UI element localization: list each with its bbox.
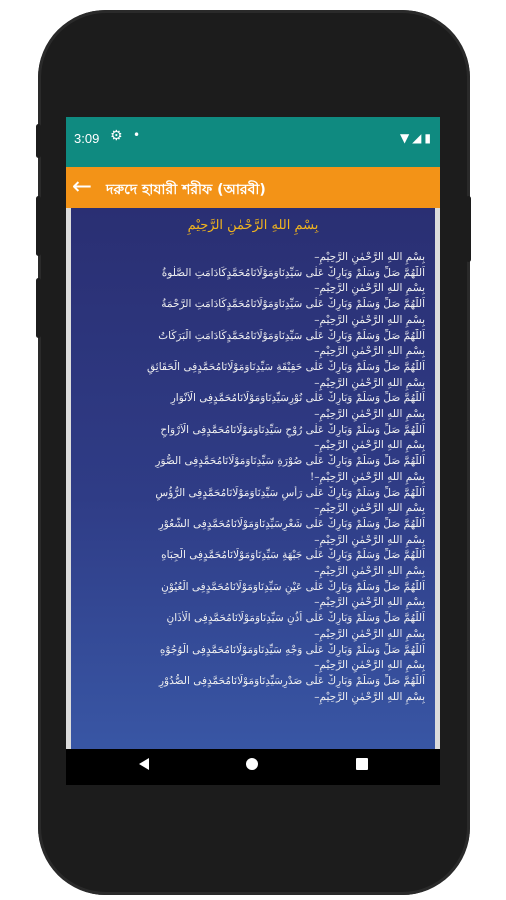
bismillah-line: بِسْمِ اللهِ الرَّحْمٰنِ الرَّحِيْمِ–: [314, 408, 425, 421]
nav-recents-icon[interactable]: [356, 758, 368, 770]
app-bar: [66, 167, 440, 208]
durood-line: اَللّٰهُمَّ صَلِّ وَسَلِّمْ وَبَارِكْ عَلٰى جَبْهَةِ سَيِّدِنَاوَمَوْلَانَامُحَمَّدٍفِى الْجِبَاهِ: [161, 549, 425, 562]
durood-line: اَللّٰهُمَّ صَلِّ وَسَلِّمْ وَبَارِكْ عَلٰى سَيِّدِنَاوَمَوْلَانَامُحَمَّدٍكَادَامَتِ الْبَرَكَاتُ: [158, 329, 425, 342]
nav-home-icon[interactable]: [246, 758, 258, 770]
page-title: দরুদে হাযারী শরীফ (আরবী): [106, 182, 266, 198]
durood-line: اَللّٰهُمَّ صَلِّ وَسَلِّمْ وَبَارِكْ عَلٰى عَيْنِ سَيِّدِنَاوَمَوْلَانَامُحَمَّدٍفِى الْعُيُوْنِ: [161, 580, 425, 593]
durood-line: اَللّٰهُمَّ صَلِّ وَسَلِّمْ وَبَارِكْ عَلٰى صُوْرَةِ سَيِّدِنَاوَمَوْلَانَامُحَمَّدٍفِى الصُّوَرِ: [155, 455, 425, 468]
bismillah-line: بِسْمِ اللهِ الرَّحْمٰنِ الرَّحِيْمِ–: [314, 376, 425, 389]
phone-side-button: [36, 124, 41, 158]
back-arrow-icon[interactable]: ←: [72, 172, 93, 200]
bismillah-line: بِسْمِ اللهِ الرَّحْمٰنِ الرَّحِيْمِ–: [314, 439, 425, 452]
bismillah-line: بِسْمِ اللهِ الرَّحْمٰنِ الرَّحِيْمِ–: [314, 282, 425, 295]
status-time: 3:09: [74, 131, 100, 146]
durood-line: اَللّٰهُمَّ صَلِّ وَسَلِّمْ وَبَارِكْ عَلٰى اُذُنِ سَيِّدِنَاوَمَوْلَانَامُحَمَّدٍفِى الْاٰذَانِ: [166, 612, 425, 625]
system-nav-bar: [66, 749, 440, 785]
bismillah-line: بِسْمِ اللهِ الرَّحْمٰنِ الرَّحِيْمِ–: [314, 345, 425, 358]
durood-line: اَللّٰهُمَّ صَلِّ وَسَلِّمْ وَبَارِكْ عَلٰى رَأْسِ سَيِّدِنَاوَمَوْلَانَامُحَمَّدٍفِى الرُّؤُسِ: [155, 486, 425, 499]
verse-list: [81, 250, 425, 705]
bismillah-line: بِسْمِ اللهِ الرَّحْمٰنِ الرَّحِيْمِ–: [314, 659, 425, 672]
phone-side-button: [36, 278, 41, 338]
status-icons: ▼◢▮: [399, 131, 434, 145]
durood-line: اَللّٰهُمَّ صَلِّ وَسَلِّمْ وَبَارِكْ عَلٰى وَجْهِ سَيِّدِنَاوَمَوْلَانَامُحَمَّدٍفِى الْوُجُوْهِ: [159, 643, 425, 656]
bismillah-heading: بِسْمِ اللهِ الرَّحْمٰنِ الرَّحِيْمِ: [187, 218, 319, 233]
content-scroll-area[interactable]: [66, 208, 440, 785]
bismillah-line: بِسْمِ اللهِ الرَّحْمٰنِ الرَّحِيْمِ–: [314, 313, 425, 326]
durood-line: اَللّٰهُمَّ صَلِّ وَسَلِّمْ وَبَارِكْ عَلٰى حَقِيْقَةِ سَيِّدِنَاوَمَوْلَانَامُحَمَّدٍفِى الْحَقَائِقِ: [147, 360, 425, 373]
durood-line: اَللّٰهُمَّ صَلِّ وَسَلِّمْ وَبَارِكْ عَلٰى صَدْرِسَيِّدِنَاوَمَوْلَانَامُحَمَّدٍفِى الصُّدُوْرِ: [158, 674, 425, 687]
durood-line: اَللّٰهُمَّ صَلِّ وَسَلِّمْ وَبَارِكْ عَلٰى سَيِّدِنَاوَمَوْلَانَامُحَمَّدٍكَادَامَتِ الرَّحْمَةُ: [161, 298, 425, 311]
gear-icon: ⚙: [110, 128, 123, 144]
durood-line: اَللّٰهُمَّ صَلِّ وَسَلِّمْ وَبَارِكْ عَلٰى سَيِّدِنَاوَمَوْلَانَامُحَمَّدٍكَادَامَتِ الصَّلٰوةُ: [161, 266, 425, 279]
durood-line: اَللّٰهُمَّ صَلِّ وَسَلِّمْ وَبَارِكْ عَلٰى نُوْرِسَيِّدِنَاوَمَوْلَانَامُحَمَّدٍفِى الْاَنْوَارِ: [170, 392, 425, 405]
screen: [66, 117, 440, 785]
bismillah-line: بِسْمِ اللهِ الرَّحْمٰنِ الرَّحِيْمِ–: [314, 502, 425, 515]
nav-back-icon[interactable]: [139, 758, 149, 770]
bismillah-line: بِسْمِ اللهِ الرَّحْمٰنِ الرَّحِيْمِ–: [314, 251, 425, 263]
notification-dot-icon: •: [133, 128, 141, 142]
bismillah-line: بِسْمِ اللهِ الرَّحْمٰنِ الرَّحِيْمِ–: [314, 690, 425, 703]
bismillah-line: بِسْمِ اللهِ الرَّحْمٰنِ الرَّحِيْمِ–: [314, 533, 425, 546]
bismillah-line: بِسْمِ اللهِ الرَّحْمٰنِ الرَّحِيْمِ–: [314, 627, 425, 640]
phone-side-button: [36, 196, 41, 256]
bismillah-line: بِسْمِ اللهِ الرَّحْمٰنِ الرَّحِيْمِ–: [314, 596, 425, 609]
durood-line: اَللّٰهُمَّ صَلِّ وَسَلِّمْ وَبَارِكْ عَلٰى رُوْحِ سَيِّدِنَاوَمَوْلَانَامُحَمَّدٍفِى الْاَرْوَاحِ: [160, 423, 425, 436]
bismillah-line: بِسْمِ اللهِ الرَّحْمٰنِ الرَّحِيْمِ–: [314, 565, 425, 578]
bismillah-line: بِسْمِ اللهِ الرَّحْمٰنِ الرَّحِيْمِ–!: [309, 470, 425, 483]
status-bar: [66, 117, 440, 167]
durood-line: اَللّٰهُمَّ صَلِّ وَسَلِّمْ وَبَارِكْ عَلٰى شَعْرِسَيِّدِنَاوَمَوْلَانَامُحَمَّدٍفِى الشُّعُوْرِ: [158, 517, 425, 530]
phone-power-button: [466, 196, 471, 262]
